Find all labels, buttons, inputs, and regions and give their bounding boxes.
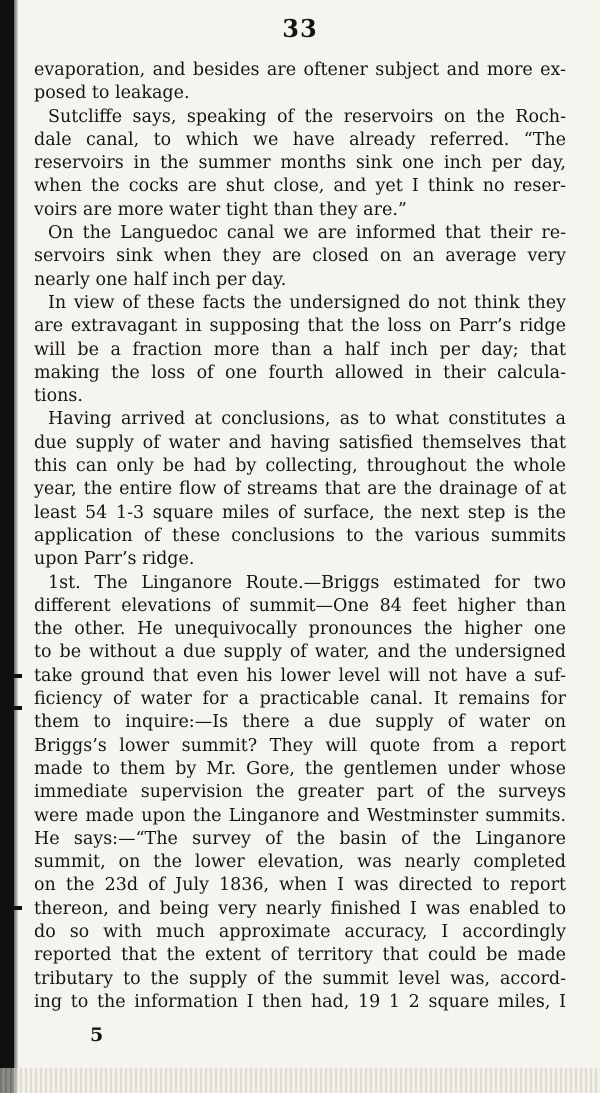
text-line: when the cocks are shut close, and yet I think no reser- [34, 176, 566, 197]
text-line: do so with much approximate accuracy, I accordingly [34, 921, 566, 942]
text-line: voirs are more water tight than they are.” [34, 199, 407, 220]
text-line: Briggs’s lower summit? They will quote from a report [34, 735, 566, 756]
text-line: year, the entire flow of streams that are the drainage of at [34, 479, 566, 500]
text-line: them to inquire:—Is there a due supply of water on [34, 712, 566, 733]
scan-edge-noise [0, 1068, 600, 1093]
text-line: different elevations of summit—One 84 feet higher than [34, 595, 566, 616]
signature-mark: 5 [90, 1024, 104, 1046]
binding-mark [0, 906, 22, 910]
text-line: this can only be had by collecting, throughout the whole [34, 456, 566, 477]
text-line: making the loss of one fourth allowed in their calcula- [34, 362, 566, 383]
binding-shadow [0, 0, 14, 1093]
text-line: On the Languedoc canal we are informed that their re- [48, 223, 566, 244]
binding-mark [0, 706, 22, 710]
text-line: the other. He unequivocally pronounces the higher one [34, 619, 566, 640]
text-line: on the 23d of July 1836, when I was directed to report [34, 875, 566, 896]
page-number: 33 [282, 14, 318, 43]
binding-edge [14, 0, 18, 1093]
text-line: reported that the extent of territory that could be made [34, 945, 566, 966]
binding-mark [0, 674, 22, 678]
text-line: least 54 1-3 square miles of surface, the next step is the [34, 502, 566, 523]
text-line: servoirs sink when they are closed on an average very [34, 246, 566, 267]
text-line: application of these conclusions to the various summits [34, 525, 566, 546]
text-line: immediate supervision the greater part of the surveys [34, 782, 566, 803]
text-line: ficiency of water for a practicable canal. It remains for [34, 689, 566, 710]
text-line: ing to the information I then had, 19 1 2 square miles, I [34, 991, 566, 1012]
text-line: In view of these facts the undersigned do not think they [48, 292, 566, 313]
text-line: thereon, and being very nearly finished I was enabled to [34, 898, 566, 919]
text-line: are extravagant in supposing that the loss on Parr’s ridge [34, 316, 566, 337]
text-line: dale canal, to which we have already referred. “The [34, 129, 566, 150]
text-line: reservoirs in the summer months sink one inch per day, [34, 153, 566, 174]
text-line: due supply of water and having satisfied themselves that [34, 432, 566, 453]
text-line: He says:—“The survey of the basin of the Linganore [34, 828, 566, 849]
text-line: tributary to the supply of the summit level was, accord- [34, 968, 566, 989]
text-line: evaporation, and besides are oftener subject and more ex- [34, 60, 566, 80]
text-line: were made upon the Linganore and Westminster summits. [34, 805, 566, 826]
text-line: upon Parr’s ridge. [34, 549, 195, 570]
text-line: nearly one half inch per day. [34, 269, 287, 290]
text-line: take ground that even his lower level will not have a suf- [34, 665, 566, 686]
text-line: Sutcliffe says, speaking of the reservoirs on the Roch- [48, 106, 566, 127]
text-line: 1st. The Linganore Route.—Briggs estimated for two [48, 572, 566, 593]
text-line: will be a fraction more than a half inch per day; that [34, 339, 566, 360]
text-line: posed to leakage. [34, 83, 190, 104]
text-line: Having arrived at conclusions, as to what constitutes a [48, 409, 566, 430]
text-line: summit, on the lower elevation, was nearly completed [34, 852, 566, 873]
text-line: to be without a due supply of water, and the undersigned [34, 642, 566, 663]
text-line: tions. [34, 386, 83, 407]
text-line: made to them by Mr. Gore, the gentlemen under whose [34, 758, 566, 779]
body-text [34, 59, 566, 1014]
